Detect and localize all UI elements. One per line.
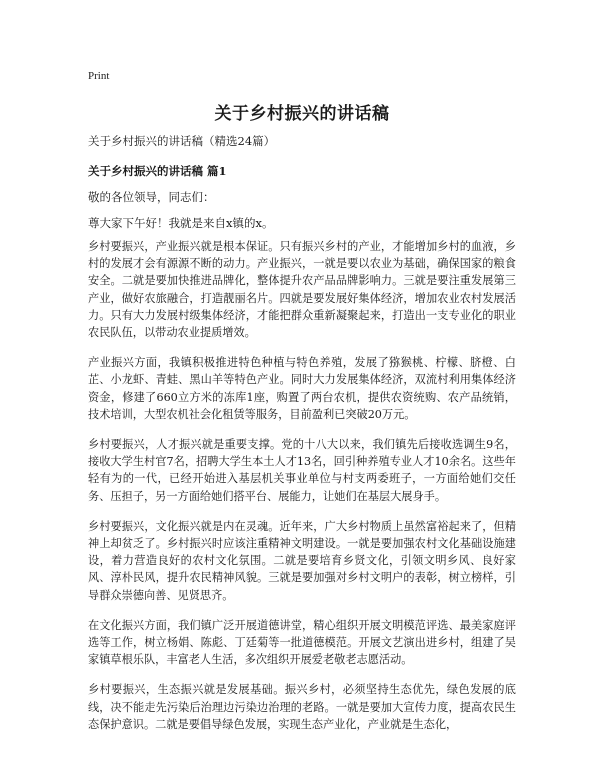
- paragraph: 乡村要振兴，文化振兴就是内在灵魂。近年来，广大乡村物质上虽然富裕起来了，但精神上却贫乏了。乡村振兴时应该注重精神文明建设。一就是要加强农村文化基础设施建设，着力营造良好的农村文化氛围。二就是要培育乡贤文化，引领文明乡风、良好家风、淳朴民风，提升农民精神风貌。三就是要加强对乡村文明户的表彰，树立榜样，引导群众崇德向善、见贤思齐。: [88, 519, 516, 602]
- document-subtitle: 关于乡村振兴的讲话稿（精选24篇）: [88, 134, 276, 148]
- greeting-line: 敬的各位领导，同志们：: [88, 190, 215, 204]
- print-label[interactable]: Print: [88, 70, 110, 82]
- document-body: [88, 238, 516, 746]
- document-title: 关于乡村振兴的讲话稿: [214, 104, 390, 124]
- paragraph: 乡村要振兴，产业振兴就是根本保证。只有振兴乡村的产业，才能增加乡村的血液，乡村的发展才会有源源不断的动力。产业振兴，一就是要以农业为基础，确保国家的粮食安全。二就是要加快推进品牌化，整体提升农产品品牌影响力。三就是要注重发展第三产业，做好农旅融合，打造靓丽名片。四就是要发展好集体经济，增加农业农村发展活力。只有大力发展村级集体经济，才能把群众重新凝聚起来，打造出一支专业化的职业农民队伍，以带动农业提质增效。: [88, 240, 516, 340]
- hello-line: 尊大家下午好！我就是来自x镇的x。: [88, 216, 274, 230]
- paragraph: 在文化振兴方面，我们镇广泛开展道德讲堂，精心组织开展文明模范评选、最美家庭评选等工作，树立杨娟、陈彪、丁廷菊等一批道德模范。开展文艺演出进乡村，组建了吴家镇草根乐队，丰富老人生活，多次组织开展爱老敬老志愿活动。: [88, 618, 516, 667]
- paragraph: 乡村要振兴，生态振兴就是发展基础。振兴乡村，必须坚持生态优先，绿色发展的底线，决不能走先污染后治理边污染边治理的老路。一就是要加大宣传力度，提高农民生态保护意识。二就是要倡导绿色发展，实现生态产业化，产业就是生态化，: [88, 683, 516, 731]
- section-heading: 关于乡村振兴的讲话稿 篇1: [88, 164, 227, 178]
- paragraph: 产业振兴方面，我镇积极推进特色种植与特色养殖，发展了猕猴桃、柠檬、脐橙、白芷、小龙虾、青蛙、黑山羊等特色产业。同时大力发展集体经济，双流村利用集体经济资金，修建了660立方米的冻库1座，购置了两台农机，提供农资统购、农产品统销，技术培训，大型农机社会化租赁等服务，目前盈利已突破20万元。: [88, 356, 516, 421]
- paragraph: 乡村要振兴，人才振兴就是重要支撑。党的十八大以来，我们镇先后接收选调生9名，接收大学生村官7名，招聘大学生本土人才13名，回引种养殖专业人才10余名。这些年轻有为的一代，已经开始进入基层机关事业单位与村支两委班子，一方面给她们交任务、压担子，另一方面给她们搭平台、展能力，让她们在基层大展身手。: [88, 438, 516, 503]
